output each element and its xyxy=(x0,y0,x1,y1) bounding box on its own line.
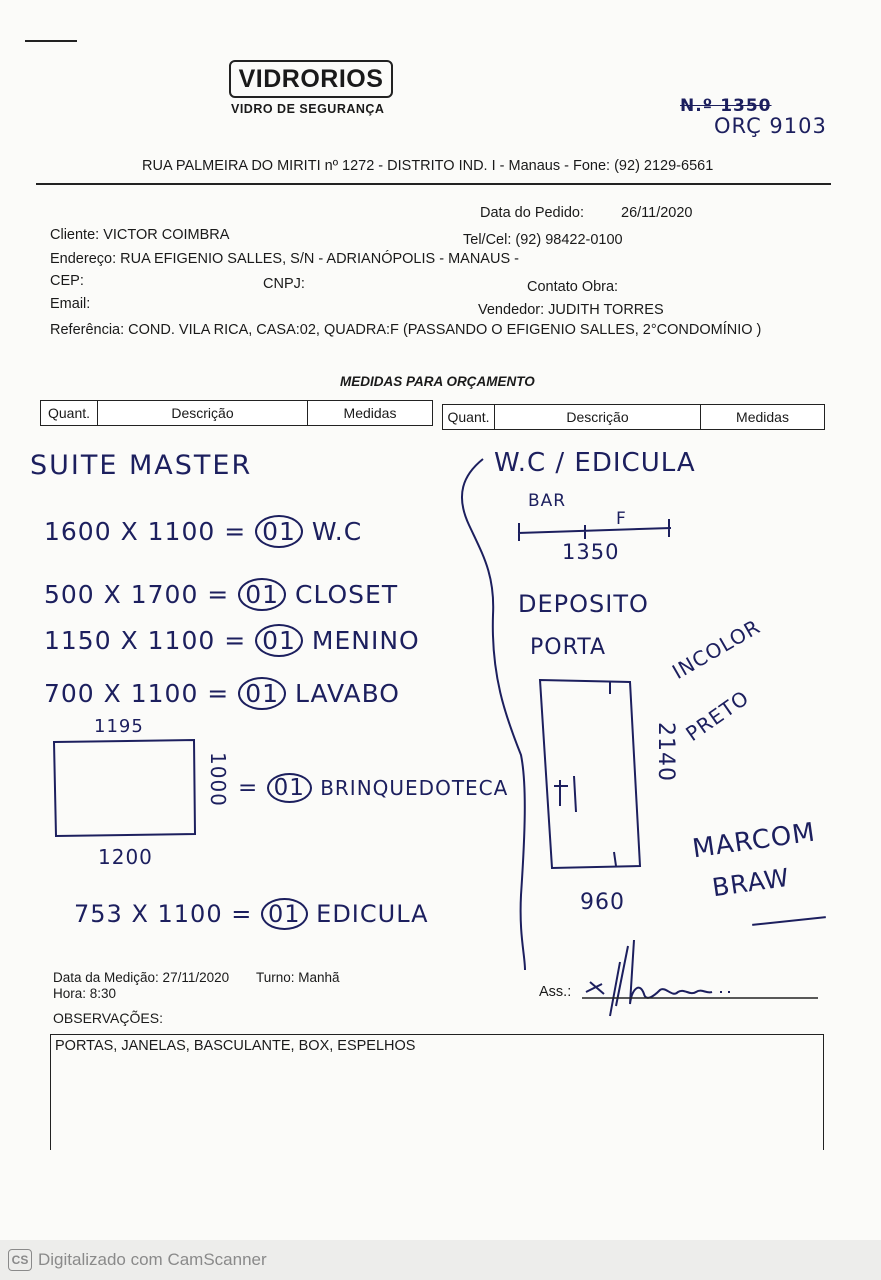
hw-dims: 753 X 1100 = xyxy=(74,900,253,928)
client-cnpj: CNPJ: xyxy=(263,276,305,292)
header-quant: Quant. xyxy=(443,405,495,429)
hw-qty: 01 xyxy=(238,677,286,710)
header-measures: Medidas xyxy=(343,405,397,421)
hw-label: EDICULA xyxy=(316,900,429,928)
measure-time: Hora: 8:30 xyxy=(53,986,117,1001)
header-description: Descrição xyxy=(495,405,701,429)
hw-finish-a: MARCOM xyxy=(690,817,818,865)
hw-dims: 700 X 1100 = xyxy=(44,679,230,708)
order-number: N.º 1350 xyxy=(680,96,772,116)
hw-label: W.C xyxy=(311,517,363,546)
client-reference: Referência: COND. VILA RICA, CASA:02, QUADRA:F (PASSANDO O EFIGENIO SALLES, 2°CONDOMÍNIO ) xyxy=(50,322,762,338)
hw-door-height: 2140 xyxy=(653,722,678,782)
hw-door-sketch xyxy=(536,676,646,876)
hw-label: LAVABO xyxy=(294,679,400,708)
hw-dims: 1600 X 1100 = xyxy=(44,517,247,546)
hw-equals: = xyxy=(238,775,259,801)
header-description: Descrição xyxy=(98,401,308,425)
header-divider xyxy=(36,183,831,185)
order-date-label: Data do Pedido: xyxy=(480,205,584,221)
order-date-value: 26/11/2020 xyxy=(621,205,693,221)
work-contact: Contato Obra: xyxy=(527,279,619,295)
hw-finish-underline xyxy=(752,916,826,926)
hw-sketch-side: 1000 xyxy=(206,752,230,807)
client-address: Endereço: RUA EFIGENIO SALLES, S/N - ADRIANÓPOLIS - MANAUS - xyxy=(50,251,519,267)
hw-sketch-top: 1195 xyxy=(94,716,144,737)
hw-sketch-bottom: 1200 xyxy=(98,845,153,869)
section-title: MEDIDAS PARA ORÇAMENTO xyxy=(340,374,535,389)
observations-box xyxy=(50,1034,824,1150)
hw-label: BRINQUEDOTECA xyxy=(320,776,509,800)
hw-line-last xyxy=(74,898,429,930)
hw-door: PORTA xyxy=(530,635,607,660)
hw-bar-line xyxy=(515,515,675,541)
client-name: Cliente: VICTOR COIMBRA xyxy=(50,227,230,243)
hw-dims: 500 X 1700 = xyxy=(44,580,230,609)
observations-text: PORTAS, JANELAS, BASCULANTE, BOX, ESPELHOS xyxy=(55,1038,416,1054)
hw-bar-f: F xyxy=(616,509,627,529)
hw-title-suite: SUITE MASTER xyxy=(30,450,253,481)
signature-label: Ass.: xyxy=(539,984,572,1000)
company-logo: VIDRORIOS xyxy=(229,60,393,98)
table-header-left xyxy=(40,400,433,426)
hw-color-a: INCOLOR xyxy=(668,614,765,684)
scanner-text: Digitalizado com CamScanner xyxy=(38,1250,267,1269)
hw-qty: 01 xyxy=(267,773,312,803)
hw-line-2 xyxy=(44,578,398,611)
hw-finish-b: BRAW xyxy=(710,862,792,903)
hw-door-width: 960 xyxy=(580,890,625,915)
budget-number: ORÇ 9103 xyxy=(714,114,827,138)
measure-date: Data da Medição: 27/11/2020 xyxy=(53,970,230,985)
hw-sketch-rect xyxy=(50,736,200,840)
hw-qty: 01 xyxy=(255,624,303,657)
client-email: Email: xyxy=(50,296,91,312)
client-cep: CEP: xyxy=(50,273,84,289)
hw-line-1 xyxy=(44,515,362,548)
hw-label: MENINO xyxy=(311,626,420,655)
header-quant: Quant. xyxy=(41,401,98,425)
client-phone: Tel/Cel: (92) 98422-0100 xyxy=(463,232,623,248)
hw-qty: 01 xyxy=(255,515,303,548)
company-tagline: VIDRO DE SEGURANÇA xyxy=(231,102,385,116)
camscanner-logo-icon: CS xyxy=(8,1249,32,1271)
hw-deposit: DEPOSITO xyxy=(518,590,649,618)
scanner-watermark xyxy=(0,1240,881,1280)
hw-bar-label: BAR xyxy=(528,491,567,511)
observations-label: OBSERVAÇÕES: xyxy=(53,1010,163,1026)
hw-bar-measure: 1350 xyxy=(562,540,620,564)
signature xyxy=(580,932,820,1022)
hw-qty: 01 xyxy=(261,898,308,930)
company-address: RUA PALMEIRA DO MIRITI nº 1272 - DISTRITO IND. I - Manaus - Fone: (92) 2129-6561 xyxy=(142,158,714,174)
hw-label: CLOSET xyxy=(294,580,399,609)
hw-dims: 1150 X 1100 = xyxy=(44,626,247,655)
table-header-right xyxy=(442,404,825,430)
header-measures: Medidas xyxy=(736,409,789,425)
hw-line-3 xyxy=(44,624,420,657)
hw-title-wc: W.C / EDICULA xyxy=(494,448,696,478)
corner-mark xyxy=(25,40,77,42)
measure-shift: Turno: Manhã xyxy=(256,970,340,985)
hw-line-4 xyxy=(44,677,400,710)
hw-color-b: PRETO xyxy=(681,685,754,746)
hw-qty: 01 xyxy=(238,578,286,611)
seller-name: Vendedor: JUDITH TORRES xyxy=(478,302,664,318)
